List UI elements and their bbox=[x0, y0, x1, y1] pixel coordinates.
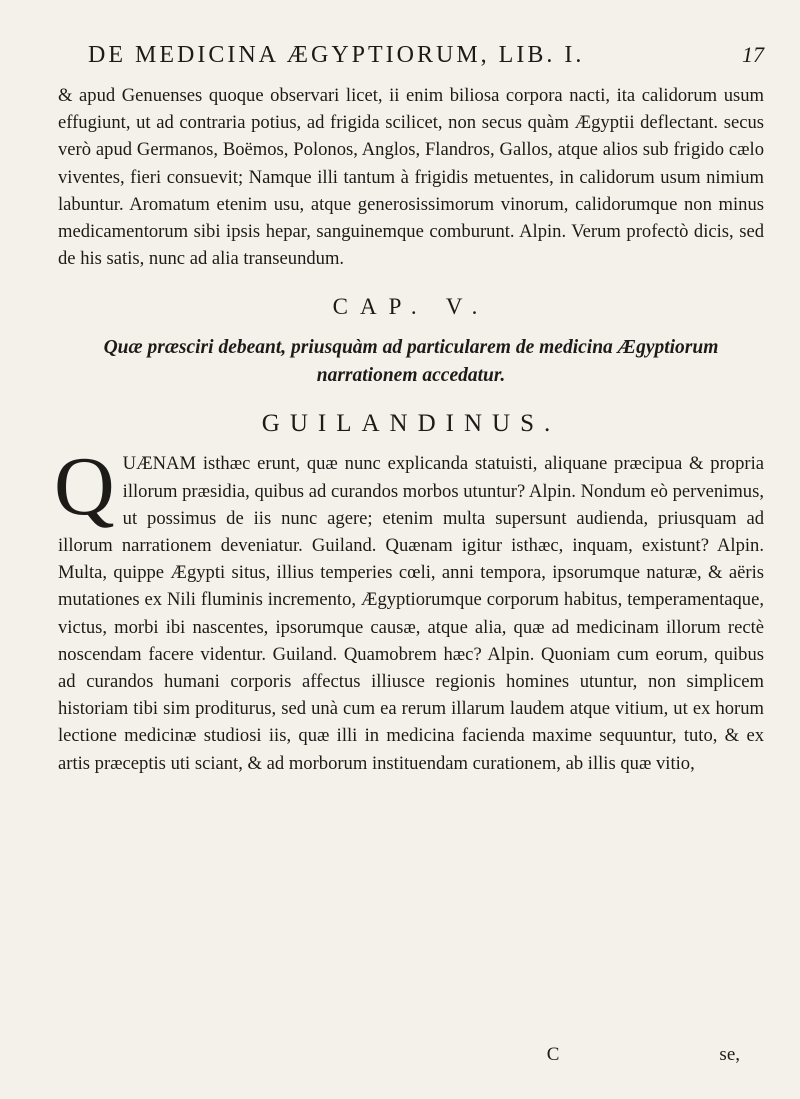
running-head bbox=[58, 40, 764, 70]
speaker-heading: GUILANDINUS. bbox=[261, 410, 561, 438]
dialogue-lead: UÆNAM bbox=[122, 453, 197, 475]
page bbox=[54, 40, 764, 777]
dialogue-paragraph bbox=[54, 440, 764, 776]
drop-capital: Q bbox=[54, 440, 115, 534]
chapter-heading: CAP. V. bbox=[332, 294, 490, 320]
running-title: DE MEDICINA ÆGYPTIORUM, LIB. I. bbox=[88, 42, 585, 68]
dialogue-body: isthæc erunt, quæ nunc explicanda statuisti, aliquane præcipua & propria illorum præsidia, quibus ad curandos morbos utuntur? Alpin. Nondum eò pervenimus, ut possimus de iis nunc agere; etenim multa supersunt audienda, priusquam ad illorum narrationem deveniatur. Guiland. Quænam igitur isthæc, inquam, existunt? Alpin. Multa, quippe Ægypti situs, illius temperies cœli, anni tempora, ipsorumque naturæ, & aëris mutationes ex Nili fluminis incremento, Ægyptiorumque corporum habitus, temperamentaque, victus, morbi ibi nascentes, ipsorumque causæ, atque alia, quæ ad medicinam illorum rectè noscendam facere videntur. Guiland. Quamobrem hæc? Alpin. Quoniam cum eorum, quibus ad curandos humani corporis affectus illiusce regionis homines utuntur, non simplicem historiam tibi sim proditurus, sed unà cum ea rerum illarum laudem atque vitium, ut ex horum lectione medicinæ studiosi iis, quæ illi in medicina facienda maxime sequuntur, tuto, & ex artis præceptis uti sciant, & ad morborum instituendam curationem, ab illis quæ vitio, bbox=[58, 453, 764, 774]
chapter-subtitle: Quæ præsciri debeant, priusquàm ad particularem de medicina Ægyptiorum narrationem accedatur. bbox=[103, 337, 719, 387]
dialogue-text bbox=[58, 450, 764, 776]
catchword-line bbox=[0, 1044, 800, 1066]
paragraph-1: & apud Genuenses quoque observari licet, ii enim biliosa corpora nacti, ita calidorum usum effugiunt, ut ad contraria potius, ad frigida scilicet, non secus quàm Ægyptii deflectant. secus verò apud Germanos, Boëmos, Polonos, Anglos, Flandros, Gallos, atque alios sub frigido cælo viventes, fieri consuevit; Namque illi tantum à frigidis metuentes, in calidorum usum nimium labuntur. Aromatum etenim usu, atque generosissimorum vinorum, calidorumque non minus medicamentorum sibi ipsis hepar, sanguinemque comburunt. Alpin. Verum profectò dicis, sed de his satis, nunc ad alia transeundum. bbox=[58, 85, 764, 270]
catchword: se, bbox=[719, 1044, 740, 1065]
page-number: 17 bbox=[742, 42, 764, 67]
signature-mark: C bbox=[546, 1044, 560, 1065]
